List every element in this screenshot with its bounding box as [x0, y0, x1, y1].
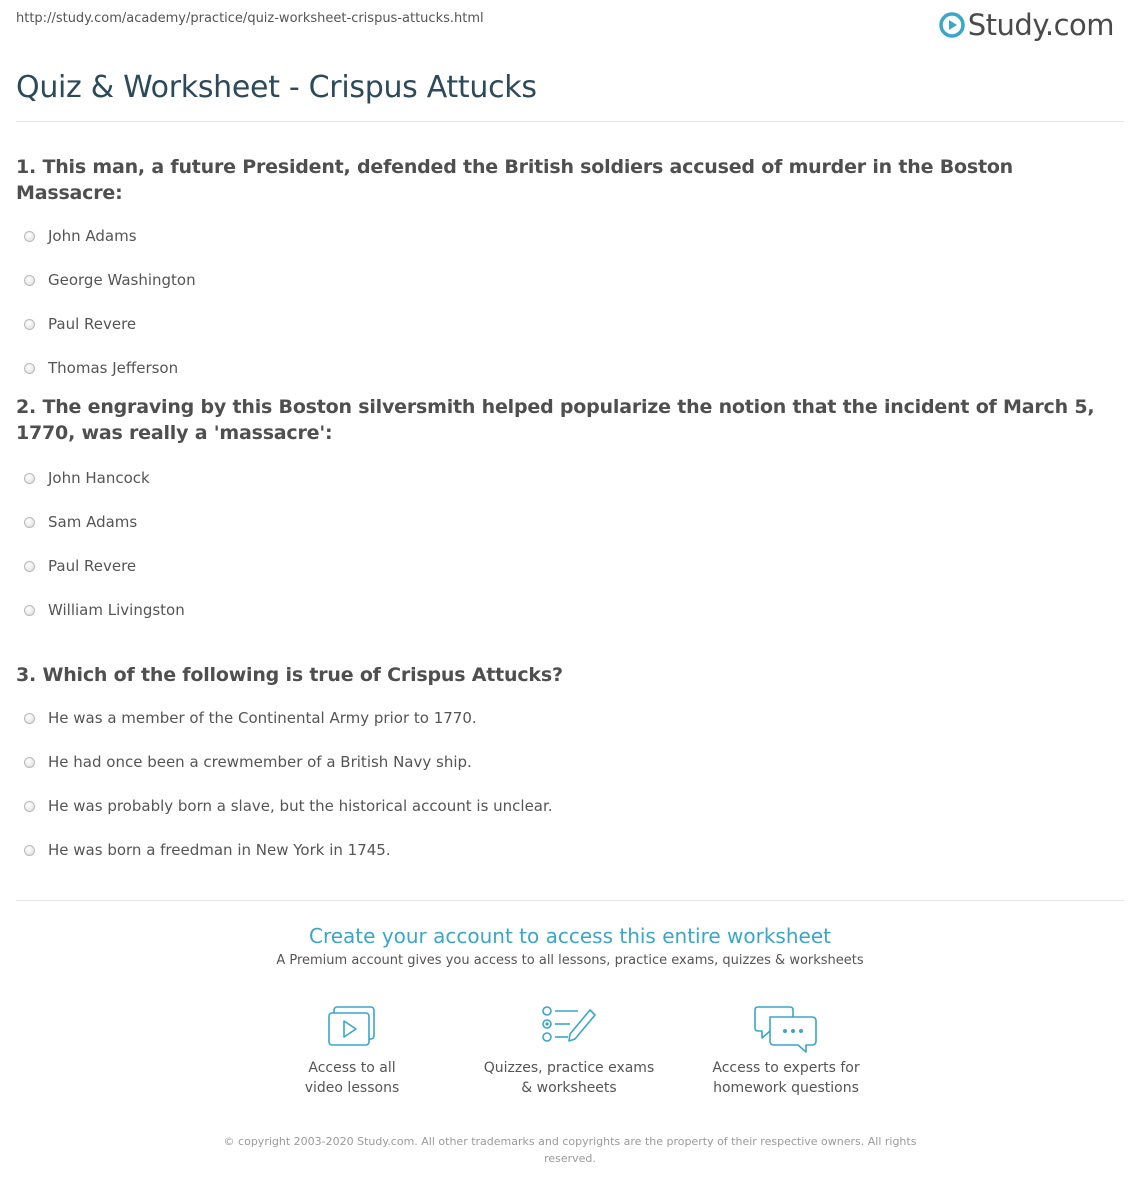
- answer-options: [16, 214, 1124, 390]
- answer-label: He was born a freedman in New York in 1745.: [48, 841, 391, 859]
- answer-label: Paul Revere: [48, 557, 137, 575]
- question-text: 1. This man, a future President, defended the British soldiers accused of murder in the Boston Massacre:: [16, 156, 1014, 204]
- answer-option[interactable]: [16, 544, 1124, 588]
- chat-bubbles-icon: [754, 1004, 818, 1054]
- radio-button[interactable]: [24, 231, 35, 242]
- answer-option[interactable]: [16, 740, 1124, 784]
- radio-button[interactable]: [24, 605, 35, 616]
- answer-label: George Washington: [48, 271, 196, 289]
- feature-label-line2: video lessons: [304, 1080, 400, 1096]
- play-circle-icon: [939, 12, 965, 38]
- answer-options: [16, 696, 1124, 872]
- answer-option[interactable]: [16, 302, 1124, 346]
- radio-button[interactable]: [24, 845, 35, 856]
- page-url: http://study.com/academy/practice/quiz-worksheet-crispus-attucks.html: [16, 11, 484, 26]
- answer-option[interactable]: [16, 456, 1124, 500]
- radio-button[interactable]: [24, 473, 35, 484]
- radio-button[interactable]: [24, 275, 35, 286]
- question-text: 3. Which of the following is true of Crispus Attucks?: [16, 664, 563, 686]
- answer-option[interactable]: [16, 346, 1124, 390]
- question-3: [16, 662, 1124, 872]
- answer-option[interactable]: [16, 588, 1124, 632]
- answer-option[interactable]: [16, 784, 1124, 828]
- answer-label: He had once been a crewmember of a British Navy ship.: [48, 753, 472, 771]
- page-title: Quiz & Worksheet - Crispus Attucks: [16, 70, 537, 105]
- study-logo[interactable]: [939, 8, 1114, 42]
- answer-label: William Livingston: [48, 601, 185, 619]
- logo-text: Study.com: [967, 8, 1114, 42]
- feature-label-line1: Access to experts for: [712, 1060, 860, 1076]
- answer-option[interactable]: [16, 828, 1124, 872]
- question-2: [16, 394, 1124, 632]
- answer-option[interactable]: [16, 696, 1124, 740]
- radio-button[interactable]: [24, 319, 35, 330]
- copyright-notice: [210, 1133, 930, 1167]
- radio-button[interactable]: [24, 561, 35, 572]
- answer-label: John Adams: [48, 227, 137, 245]
- feature-label-line1: Quizzes, practice exams: [483, 1060, 655, 1076]
- answer-label: Thomas Jefferson: [48, 359, 179, 377]
- divider: [16, 121, 1124, 122]
- answer-option[interactable]: [16, 500, 1124, 544]
- answer-label: He was probably born a slave, but the historical account is unclear.: [48, 797, 553, 815]
- answer-option[interactable]: [16, 214, 1124, 258]
- question-text: 2. The engraving by this Boston silversmith helped popularize the notion that the incident of March 5, 1770, was really a 'massacre':: [16, 396, 1095, 444]
- cta-subheading: A Premium account gives you access to all lessons, practice exams, quizzes & worksheets: [276, 953, 864, 968]
- answer-label: Sam Adams: [48, 513, 138, 531]
- answer-options: [16, 456, 1124, 632]
- radio-button[interactable]: [24, 757, 35, 768]
- signup-cta: [0, 922, 1140, 968]
- radio-button[interactable]: [24, 363, 35, 374]
- divider: [16, 900, 1124, 901]
- radio-button[interactable]: [24, 713, 35, 724]
- quiz-checklist-icon: [540, 1004, 598, 1048]
- radio-button[interactable]: [24, 517, 35, 528]
- cta-heading-link[interactable]: Create your account to access this entire worksheet: [309, 924, 831, 948]
- feature-label-line2: homework questions: [713, 1080, 859, 1096]
- answer-option[interactable]: [16, 258, 1124, 302]
- feature-experts: [686, 1004, 886, 1098]
- question-1: [16, 154, 1124, 390]
- feature-label-line2: & worksheets: [521, 1080, 617, 1096]
- feature-label-line1: Access to all: [308, 1060, 396, 1076]
- answer-label: He was a member of the Continental Army prior to 1770.: [48, 709, 477, 727]
- answer-label: Paul Revere: [48, 315, 137, 333]
- feature-quizzes: [469, 1004, 669, 1098]
- radio-button[interactable]: [24, 801, 35, 812]
- video-lessons-icon: [326, 1004, 378, 1048]
- answer-label: John Hancock: [48, 469, 150, 487]
- copyright-line2: reserved.: [544, 1152, 596, 1165]
- copyright-line1: © copyright 2003-2020 Study.com. All other trademarks and copyrights are the property of their respective owners. All rights: [223, 1135, 917, 1148]
- feature-video-lessons: [252, 1004, 452, 1098]
